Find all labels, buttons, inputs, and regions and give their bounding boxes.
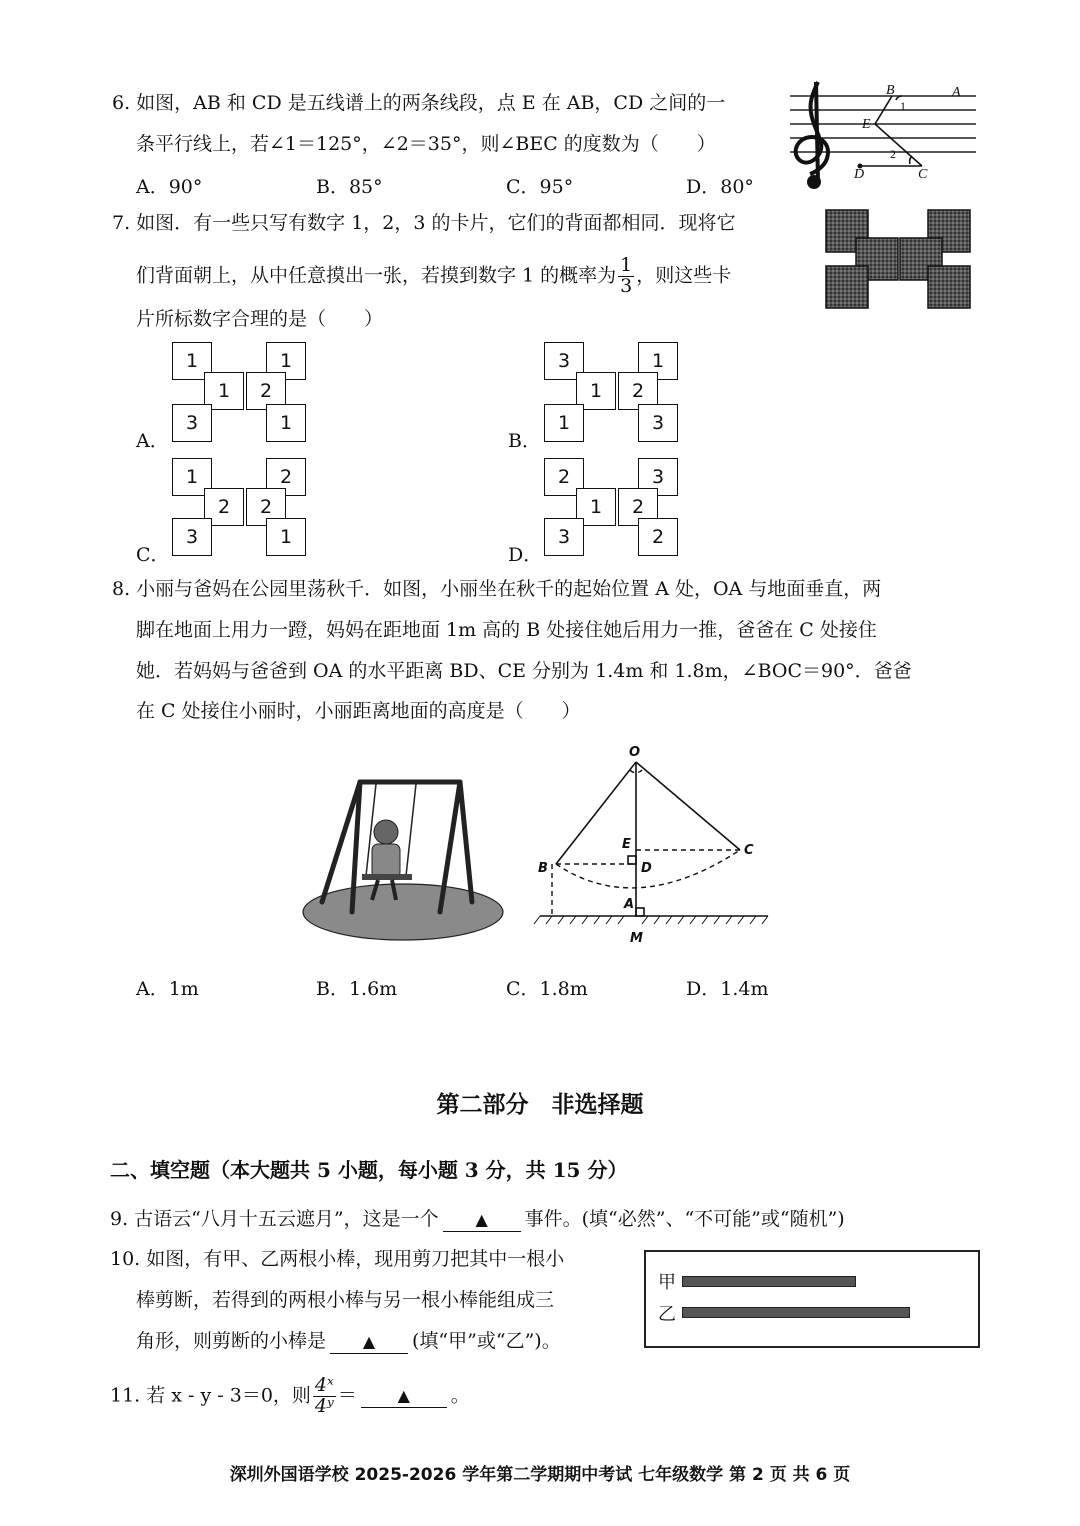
q11-answer-blank[interactable]	[361, 1384, 447, 1408]
q7-option-a[interactable]: A．	[136, 430, 169, 452]
q8-line1: 8. 小丽与爸妈在公园里荡秋千．如图，小丽坐在秋千的起始位置 A 处，OA 与地面垂直，两	[112, 578, 882, 600]
q7-option-c[interactable]: C．	[136, 544, 170, 566]
q6-label-angle1: 1	[900, 99, 906, 113]
q6-line1: 6. 如图，AB 和 CD 是五线谱上的两条线段，点 E 在 AB，CD 之间的一	[112, 92, 726, 114]
card: 2	[266, 458, 306, 496]
q11-line	[110, 1376, 470, 1417]
card: 2	[204, 488, 244, 526]
q7-frac-den: 3	[620, 274, 633, 297]
blank-triangle-icon: ▲	[362, 1332, 376, 1351]
q8-line2: 脚在地面上用力一蹬，妈妈在距地面 1m 高的 B 处接住她后用力一推，爸爸在 C 处接住	[136, 619, 877, 641]
q6-option-d[interactable]: D．80°	[686, 176, 754, 198]
q11-before: 11. 若 x - y - 3＝0，则	[110, 1384, 311, 1407]
q8-option-b[interactable]: B．1.6m	[316, 978, 398, 1000]
page-footer: 深圳外国语学校 2025-2026 学年第二学期期中考试 七年级数学 第 2 页 共 6 页	[229, 1465, 851, 1485]
q10-line1: 10. 如图，有甲、乙两根小棒，现用剪刀把其中一根小	[110, 1248, 565, 1270]
blank-triangle-icon: ▲	[397, 1386, 410, 1406]
section2-header: 二、填空题（本大题共 5 小题，每小题 3 分，共 15 分）	[110, 1158, 628, 1182]
card: 2	[618, 372, 658, 410]
q10-line3-b: (填“甲”或“乙”)。	[412, 1330, 561, 1352]
card: 2	[246, 372, 286, 410]
q9-line	[110, 1208, 845, 1232]
q11-equals: ＝	[337, 1384, 357, 1407]
q7-option-b[interactable]: B．	[508, 430, 541, 452]
q8-option-d[interactable]: D．1.4m	[686, 978, 769, 1000]
q7-probability-fraction	[618, 256, 634, 297]
card: 1	[266, 342, 306, 380]
q8-option-c[interactable]: C．1.8m	[506, 978, 588, 1000]
q9-before: 9. 古语云“八月十五云遮月”，这是一个	[110, 1208, 439, 1230]
q8-option-a[interactable]: A．1m	[136, 978, 199, 1000]
q8-label-c: C	[744, 843, 754, 858]
card: 3	[638, 404, 678, 442]
q7-line3: 片所标数字合理的是（ ）	[136, 308, 384, 330]
card: 1	[544, 404, 584, 442]
q10-label-jia: 甲	[658, 1272, 676, 1293]
q10-sticks-figure	[644, 1250, 980, 1348]
treble-clef-icon	[796, 82, 828, 187]
q7-line2-a: 们背面朝上，从中任意摸出一张，若摸到数字 1 的概率为	[136, 264, 617, 287]
card: 3	[172, 518, 212, 556]
q6-label-e: E	[862, 117, 871, 132]
q9-answer-blank[interactable]	[443, 1208, 521, 1232]
card: 2	[246, 488, 286, 526]
q6-option-a[interactable]: A．90°	[136, 176, 203, 198]
q8-label-o: O	[629, 745, 641, 760]
q8-swing-illustration	[300, 772, 510, 942]
card: 1	[172, 342, 212, 380]
card: 1	[266, 404, 306, 442]
card: 3	[638, 458, 678, 496]
q7-line2	[136, 256, 731, 297]
q6-label-c: C	[918, 167, 928, 182]
q10-label-yi: 乙	[658, 1304, 676, 1325]
q11-frac-num: 4ˣ	[314, 1374, 334, 1396]
card: 3	[172, 404, 212, 442]
q6-option-b[interactable]: B．85°	[316, 176, 383, 198]
q8-label-e: E	[622, 837, 631, 852]
card: 3	[544, 518, 584, 556]
card: 1	[204, 372, 244, 410]
card: 3	[544, 342, 584, 380]
q8-label-a: A	[624, 897, 635, 912]
q11-fraction	[313, 1376, 336, 1417]
q8-geometry-figure	[530, 740, 780, 950]
card: 2	[638, 518, 678, 556]
q9-after: 事件。(填“必然”、“不可能”或“随机”)	[524, 1208, 845, 1230]
q6-staff-figure	[780, 78, 980, 198]
q10-answer-blank[interactable]	[330, 1330, 408, 1354]
q8-label-m: M	[630, 931, 643, 946]
q10-stick-yi	[682, 1307, 910, 1318]
q7-line2-b: ，则这些卡	[636, 264, 732, 287]
part2-title: 第二部分 非选择题	[436, 1091, 644, 1118]
q7-frac-num: 1	[620, 254, 633, 276]
card: 1	[172, 458, 212, 496]
q8-label-d: D	[641, 861, 652, 876]
q10-line3-a: 角形，则剪断的小棒是	[136, 1330, 327, 1352]
q10-line2: 棒剪断，若得到的两根小棒与另一根小棒能组成三	[136, 1289, 555, 1311]
q6-option-c[interactable]: C．95°	[506, 176, 574, 198]
card: 1	[576, 372, 616, 410]
card: 1	[266, 518, 306, 556]
q8-line4: 在 C 处接住小丽时，小丽距离地面的高度是（ ）	[136, 700, 581, 722]
q8-label-b: B	[538, 861, 548, 876]
card: 1	[638, 342, 678, 380]
q6-label-angle2: 2	[890, 147, 896, 161]
card: 2	[544, 458, 584, 496]
card: 2	[618, 488, 658, 526]
q7-card-backs-figure	[822, 208, 974, 312]
q7-option-d[interactable]: D．	[508, 544, 543, 566]
q6-line2: 条平行线上，若∠1＝125°，∠2＝35°，则∠BEC 的度数为（ ）	[136, 133, 716, 155]
q7-line1: 7. 如图．有一些只写有数字 1，2，3 的卡片，它们的背面都相同．现将它	[112, 212, 736, 234]
q6-label-d: D	[854, 167, 865, 182]
q11-after: 。	[450, 1384, 470, 1407]
q6-label-a: A	[952, 85, 961, 100]
q10-line3	[136, 1330, 561, 1354]
q6-label-b: B	[886, 83, 895, 98]
card: 1	[576, 488, 616, 526]
q11-frac-den: 4ʸ	[314, 1394, 334, 1417]
blank-triangle-icon: ▲	[475, 1210, 488, 1229]
q8-line3: 她．若妈妈与爸爸到 OA 的水平距离 BD、CE 分别为 1.4m 和 1.8m，∠BOC＝90°．爸爸	[136, 660, 912, 682]
q10-stick-jia	[682, 1276, 856, 1287]
